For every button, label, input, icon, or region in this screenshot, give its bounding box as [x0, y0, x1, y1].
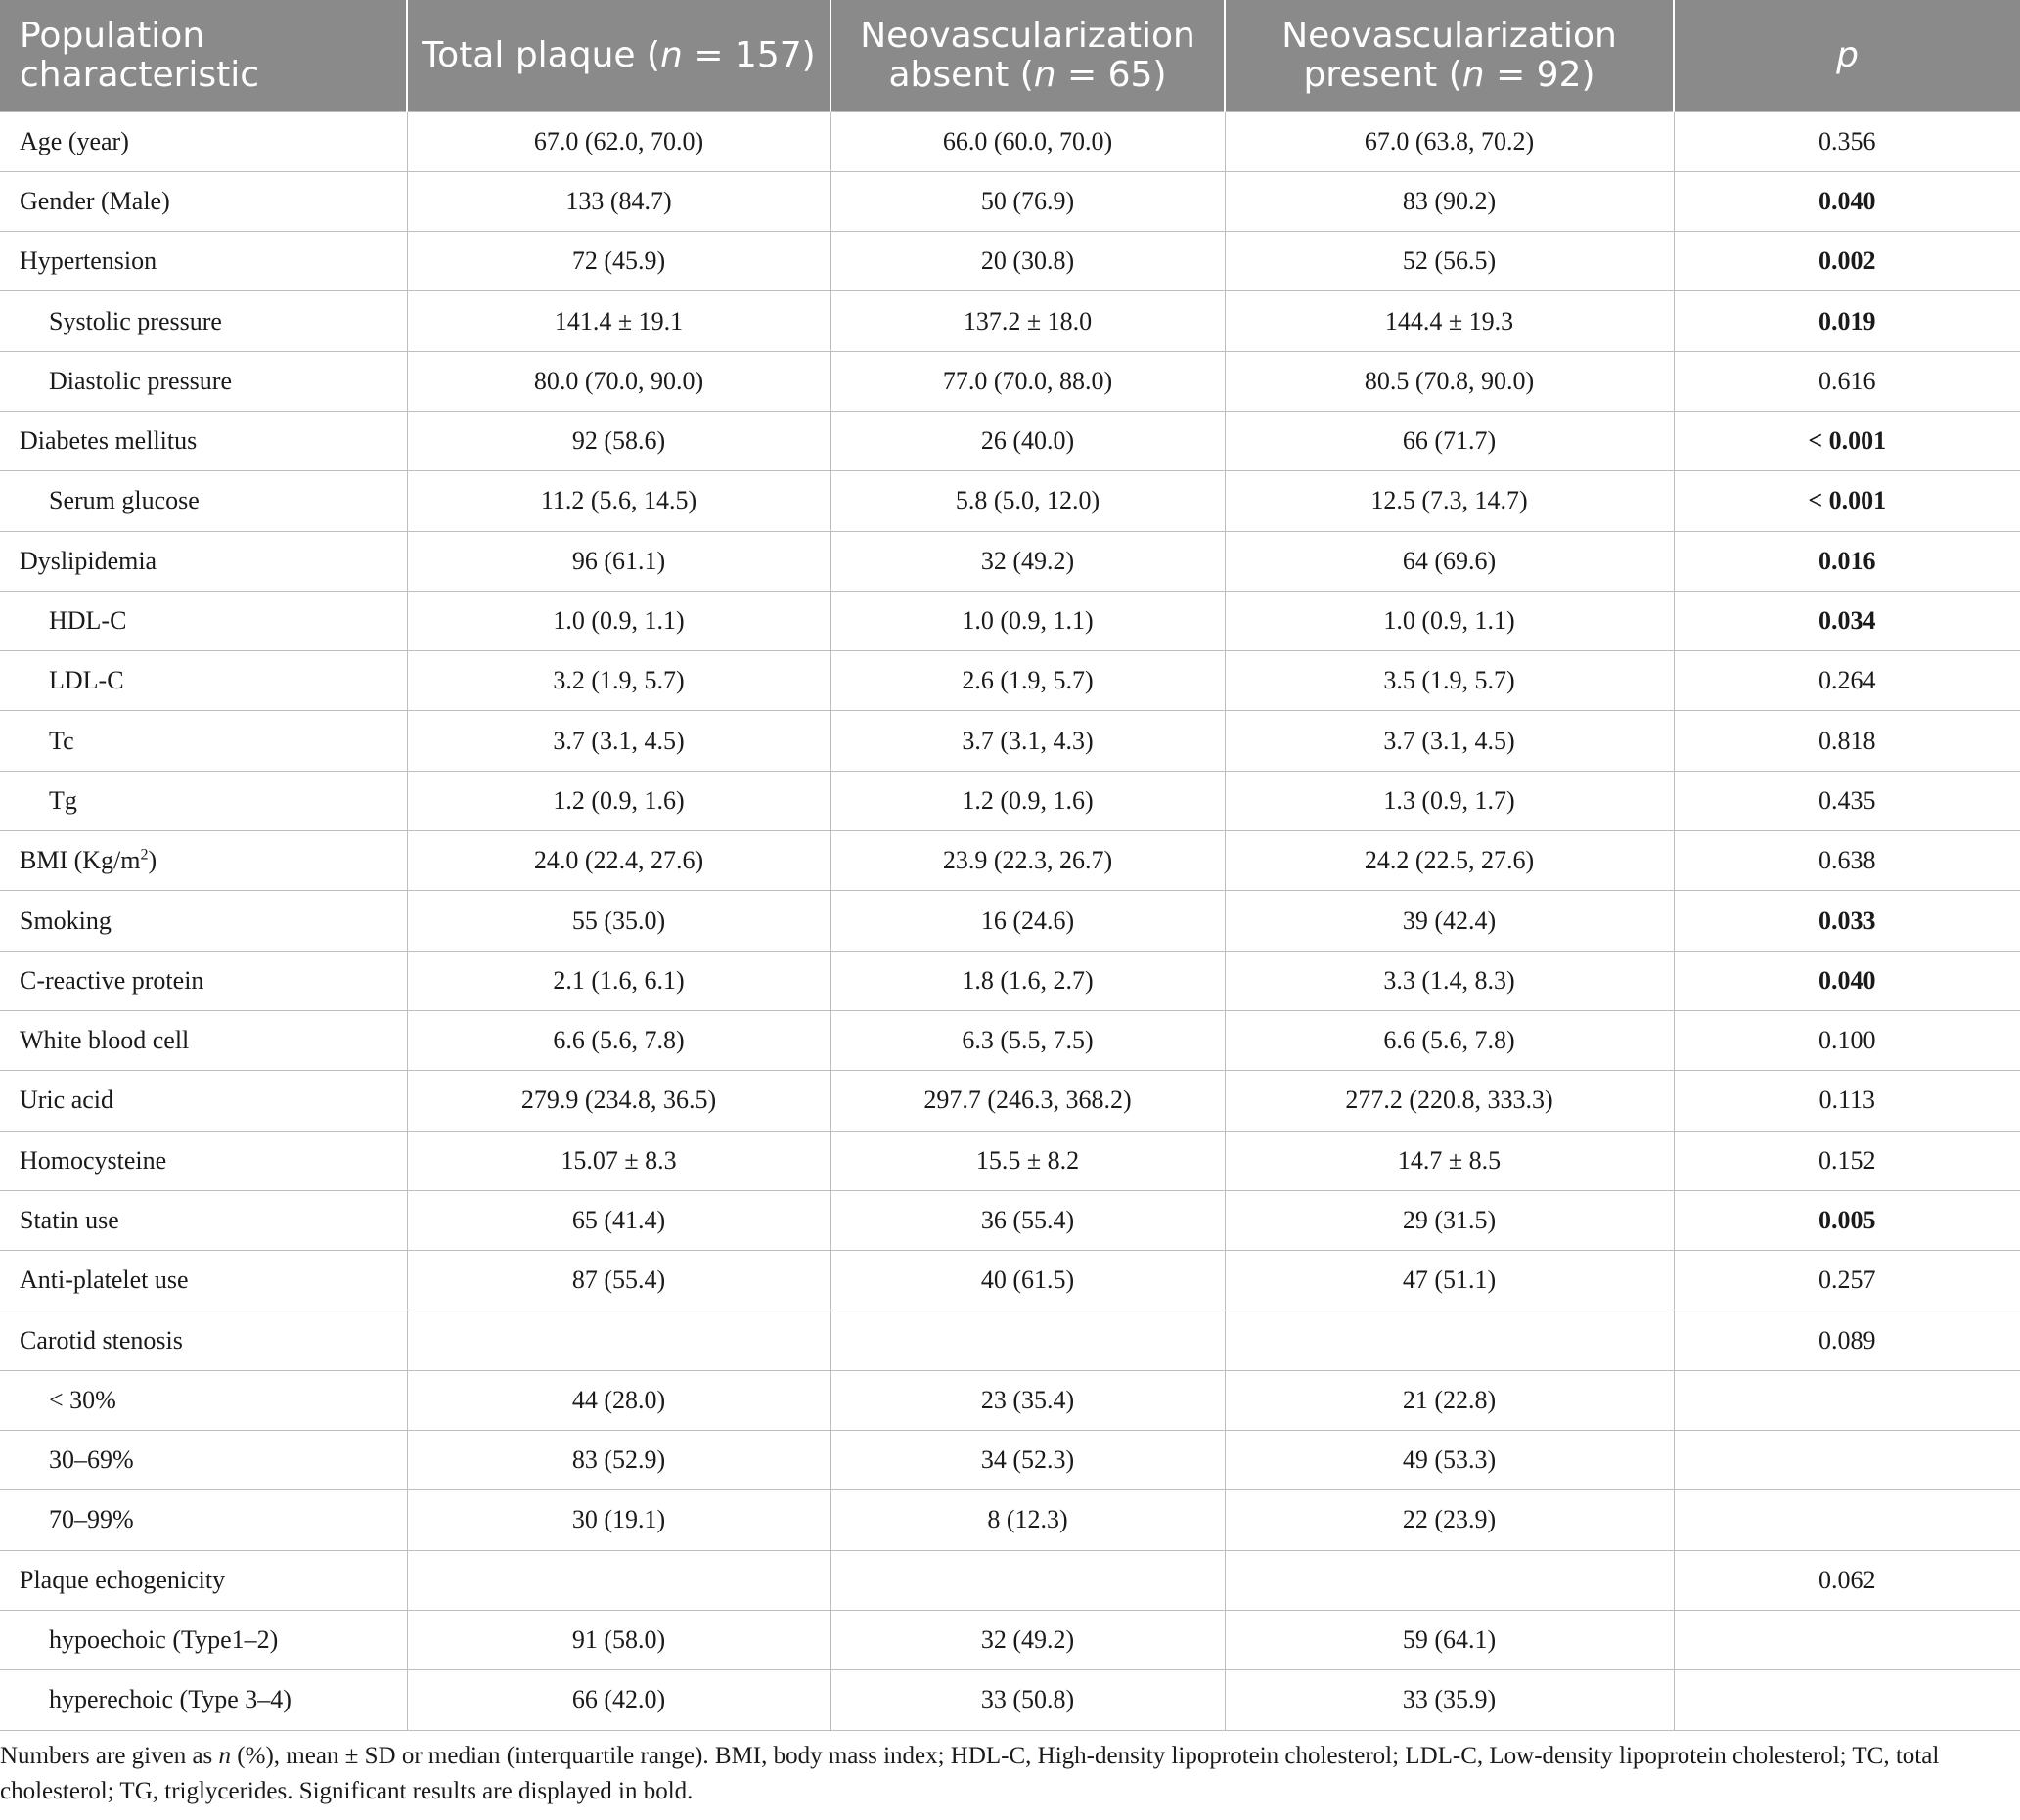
- cell-absent: 66.0 (60.0, 70.0): [830, 111, 1225, 171]
- cell-absent: 1.2 (0.9, 1.6): [830, 771, 1225, 830]
- cell-total: 30 (19.1): [407, 1490, 830, 1550]
- cell-total: 15.07 ± 8.3: [407, 1131, 830, 1190]
- table-row: [0, 1010, 2020, 1070]
- table-row: [0, 1431, 2020, 1490]
- table-row: [0, 891, 2020, 951]
- row-label: Age (year): [0, 111, 407, 171]
- table-row: [0, 1190, 2020, 1250]
- cell-p-value: 0.040: [1674, 171, 2020, 231]
- cell-total: 65 (41.4): [407, 1190, 830, 1250]
- cell-absent: 40 (61.5): [830, 1251, 1225, 1310]
- cell-p-value: 0.257: [1674, 1251, 2020, 1310]
- cell-total: [407, 1550, 830, 1610]
- row-label: Systolic pressure: [0, 291, 407, 351]
- table-header-row: [0, 0, 2020, 111]
- cell-total: 11.2 (5.6, 14.5): [407, 471, 830, 531]
- cell-present: 144.4 ± 19.3: [1225, 291, 1674, 351]
- header-p-value: p: [1674, 0, 2020, 111]
- table-row: [0, 1490, 2020, 1550]
- row-label: C-reactive protein: [0, 951, 407, 1010]
- cell-present: 1.3 (0.9, 1.7): [1225, 771, 1674, 830]
- cell-present: 3.7 (3.1, 4.5): [1225, 711, 1674, 771]
- row-label: Serum glucose: [0, 471, 407, 531]
- cell-total: 1.0 (0.9, 1.1): [407, 591, 830, 650]
- cell-present: 12.5 (7.3, 14.7): [1225, 471, 1674, 531]
- cell-absent: 26 (40.0): [830, 411, 1225, 470]
- table-row: [0, 591, 2020, 650]
- table-row: [0, 1370, 2020, 1430]
- cell-present: [1225, 1550, 1674, 1610]
- table-row: [0, 951, 2020, 1010]
- cell-p-value: 0.818: [1674, 711, 2020, 771]
- row-label: < 30%: [0, 1370, 407, 1430]
- row-label: Plaque echogenicity: [0, 1550, 407, 1610]
- cell-p-value: 0.034: [1674, 591, 2020, 650]
- cell-present: 47 (51.1): [1225, 1251, 1674, 1310]
- cell-total: 67.0 (62.0, 70.0): [407, 111, 830, 171]
- cell-present: 277.2 (220.8, 333.3): [1225, 1071, 1674, 1131]
- cell-absent: 8 (12.3): [830, 1490, 1225, 1550]
- cell-total: 80.0 (70.0, 90.0): [407, 351, 830, 411]
- cell-p-value: 0.040: [1674, 951, 2020, 1010]
- cell-present: 14.7 ± 8.5: [1225, 1131, 1674, 1190]
- cell-absent: 33 (50.8): [830, 1670, 1225, 1730]
- cell-total: 3.2 (1.9, 5.7): [407, 651, 830, 711]
- cell-total: 133 (84.7): [407, 171, 830, 231]
- cell-total: 92 (58.6): [407, 411, 830, 470]
- cell-absent: [830, 1550, 1225, 1610]
- cell-p-value: [1674, 1370, 2020, 1430]
- cell-p-value: 0.005: [1674, 1190, 2020, 1250]
- row-label: Diabetes mellitus: [0, 411, 407, 470]
- header-total-plaque: Total plaque (n = 157): [407, 0, 830, 111]
- table-row: [0, 531, 2020, 591]
- table-row: [0, 1610, 2020, 1669]
- cell-total: 87 (55.4): [407, 1251, 830, 1310]
- cell-p-value: [1674, 1431, 2020, 1490]
- cell-present: 80.5 (70.8, 90.0): [1225, 351, 1674, 411]
- cell-p-value: 0.033: [1674, 891, 2020, 951]
- cell-p-value: 0.264: [1674, 651, 2020, 711]
- cell-present: 21 (22.8): [1225, 1370, 1674, 1430]
- cell-absent: 20 (30.8): [830, 232, 1225, 291]
- cell-total: 3.7 (3.1, 4.5): [407, 711, 830, 771]
- cell-absent: 5.8 (5.0, 12.0): [830, 471, 1225, 531]
- cell-present: [1225, 1310, 1674, 1370]
- cell-absent: 1.8 (1.6, 2.7): [830, 951, 1225, 1010]
- cell-p-value: 0.152: [1674, 1131, 2020, 1190]
- table-row: [0, 831, 2020, 891]
- table-row: [0, 711, 2020, 771]
- cell-present: 67.0 (63.8, 70.2): [1225, 111, 1674, 171]
- table-row: [0, 1550, 2020, 1610]
- cell-present: 83 (90.2): [1225, 171, 1674, 231]
- row-label: Tc: [0, 711, 407, 771]
- cell-p-value: 0.062: [1674, 1550, 2020, 1610]
- row-label: Anti-platelet use: [0, 1251, 407, 1310]
- table-row: [0, 1251, 2020, 1310]
- cell-p-value: [1674, 1490, 2020, 1550]
- cell-absent: 32 (49.2): [830, 1610, 1225, 1669]
- row-label: Dyslipidemia: [0, 531, 407, 591]
- row-label: Uric acid: [0, 1071, 407, 1131]
- header-neovascularization-absent: Neovascularization absent (n = 65): [830, 0, 1225, 111]
- row-label: Tg: [0, 771, 407, 830]
- table-row: [0, 1131, 2020, 1190]
- cell-absent: 16 (24.6): [830, 891, 1225, 951]
- cell-absent: 77.0 (70.0, 88.0): [830, 351, 1225, 411]
- header-neovascularization-present: Neovascularization present (n = 92): [1225, 0, 1674, 111]
- table-row: [0, 291, 2020, 351]
- cell-p-value: [1674, 1610, 2020, 1669]
- cell-absent: 297.7 (246.3, 368.2): [830, 1071, 1225, 1131]
- cell-p-value: 0.019: [1674, 291, 2020, 351]
- cell-total: 83 (52.9): [407, 1431, 830, 1490]
- cell-absent: 36 (55.4): [830, 1190, 1225, 1250]
- table-row: [0, 111, 2020, 171]
- cell-present: 6.6 (5.6, 7.8): [1225, 1010, 1674, 1070]
- table-row: [0, 171, 2020, 231]
- table-row: [0, 232, 2020, 291]
- cell-total: 96 (61.1): [407, 531, 830, 591]
- cell-absent: [830, 1310, 1225, 1370]
- cell-p-value: 0.089: [1674, 1310, 2020, 1370]
- cell-present: 39 (42.4): [1225, 891, 1674, 951]
- cell-p-value: 0.002: [1674, 232, 2020, 291]
- cell-absent: 6.3 (5.5, 7.5): [830, 1010, 1225, 1070]
- cell-present: 33 (35.9): [1225, 1670, 1674, 1730]
- cell-present: 1.0 (0.9, 1.1): [1225, 591, 1674, 650]
- cell-absent: 1.0 (0.9, 1.1): [830, 591, 1225, 650]
- table-footnote: Numbers are given as n (%), mean ± SD or median (interquartile range). BMI, body mass index; HDL-C, High-density lipoprotein cholesterol; LDL-C, Low-density lipoprotein cholesterol; TC, total cholesterol; TG, triglycerides. Significant results are displayed in bold.: [0, 1743, 1940, 1804]
- cell-total: 24.0 (22.4, 27.6): [407, 831, 830, 891]
- cell-present: 49 (53.3): [1225, 1431, 1674, 1490]
- cell-total: 1.2 (0.9, 1.6): [407, 771, 830, 830]
- cell-p-value: < 0.001: [1674, 411, 2020, 470]
- row-label: Homocysteine: [0, 1131, 407, 1190]
- cell-p-value: 0.100: [1674, 1010, 2020, 1070]
- cell-p-value: 0.616: [1674, 351, 2020, 411]
- cell-absent: 50 (76.9): [830, 171, 1225, 231]
- cell-p-value: 0.113: [1674, 1071, 2020, 1131]
- row-label: BMI $(Kg/m^2)$: [0, 831, 407, 891]
- cell-absent: 23.9 (22.3, 26.7): [830, 831, 1225, 891]
- row-label: 70–99%: [0, 1490, 407, 1550]
- cell-absent: 32 (49.2): [830, 531, 1225, 591]
- cell-total: 2.1 (1.6, 6.1): [407, 951, 830, 1010]
- cell-total: 66 (42.0): [407, 1670, 830, 1730]
- cell-absent: 23 (35.4): [830, 1370, 1225, 1430]
- cell-p-value: 0.435: [1674, 771, 2020, 830]
- row-label: Gender (Male): [0, 171, 407, 231]
- cell-present: 52 (56.5): [1225, 232, 1674, 291]
- row-label: LDL-C: [0, 651, 407, 711]
- cell-absent: 15.5 ± 8.2: [830, 1131, 1225, 1190]
- cell-present: 3.5 (1.9, 5.7): [1225, 651, 1674, 711]
- cell-total: 141.4 ± 19.1: [407, 291, 830, 351]
- cell-total: 55 (35.0): [407, 891, 830, 951]
- table-row: [0, 1310, 2020, 1370]
- table-row: [0, 771, 2020, 830]
- cell-present: 24.2 (22.5, 27.6): [1225, 831, 1674, 891]
- cell-total: 6.6 (5.6, 7.8): [407, 1010, 830, 1070]
- cell-present: 64 (69.6): [1225, 531, 1674, 591]
- row-label: 30–69%: [0, 1431, 407, 1490]
- cell-absent: 137.2 ± 18.0: [830, 291, 1225, 351]
- cell-absent: 34 (52.3): [830, 1431, 1225, 1490]
- cell-p-value: 0.356: [1674, 111, 2020, 171]
- cell-present: 29 (31.5): [1225, 1190, 1674, 1250]
- row-label: hypoechoic (Type1–2): [0, 1610, 407, 1669]
- table-row: [0, 351, 2020, 411]
- cell-total: 91 (58.0): [407, 1610, 830, 1669]
- row-label: Smoking: [0, 891, 407, 951]
- cell-present: 22 (23.9): [1225, 1490, 1674, 1550]
- row-label: Diastolic pressure: [0, 351, 407, 411]
- cell-p-value: < 0.001: [1674, 471, 2020, 531]
- table-row: [0, 651, 2020, 711]
- row-label: Hypertension: [0, 232, 407, 291]
- table-row: [0, 1670, 2020, 1730]
- table-row: [0, 471, 2020, 531]
- cell-p-value: [1674, 1670, 2020, 1730]
- row-label: White blood cell: [0, 1010, 407, 1070]
- header-population-characteristic: Population characteristic: [0, 0, 407, 111]
- cell-absent: 3.7 (3.1, 4.3): [830, 711, 1225, 771]
- cell-absent: 2.6 (1.9, 5.7): [830, 651, 1225, 711]
- cell-total: 44 (28.0): [407, 1370, 830, 1430]
- cell-present: 66 (71.7): [1225, 411, 1674, 470]
- cell-present: 59 (64.1): [1225, 1610, 1674, 1669]
- cell-present: 3.3 (1.4, 8.3): [1225, 951, 1674, 1010]
- row-label: HDL-C: [0, 591, 407, 650]
- cell-total: 279.9 (234.8, 36.5): [407, 1071, 830, 1131]
- cell-p-value: 0.638: [1674, 831, 2020, 891]
- cell-p-value: 0.016: [1674, 531, 2020, 591]
- table-row: [0, 1071, 2020, 1131]
- table-row: [0, 411, 2020, 470]
- cell-total: [407, 1310, 830, 1370]
- row-label: hyperechoic (Type 3–4): [0, 1670, 407, 1730]
- cell-total: 72 (45.9): [407, 232, 830, 291]
- row-label: Carotid stenosis: [0, 1310, 407, 1370]
- row-label: Statin use: [0, 1190, 407, 1250]
